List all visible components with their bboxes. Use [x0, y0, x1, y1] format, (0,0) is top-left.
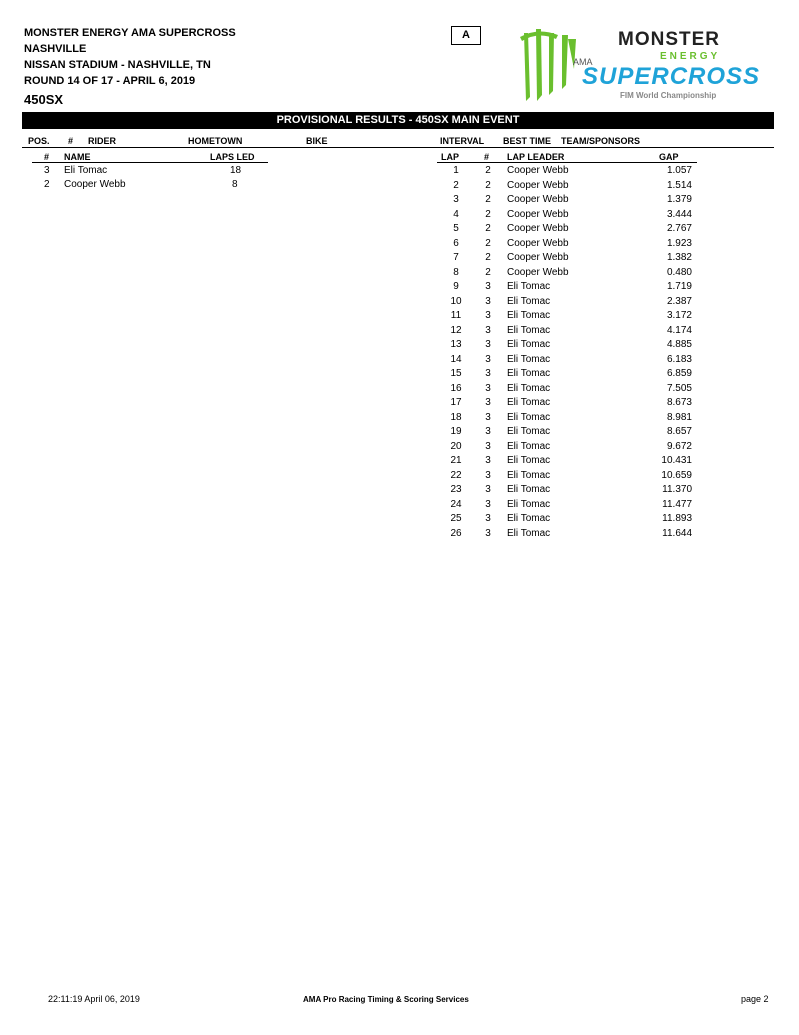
laps-led-row-count: 8 — [232, 179, 238, 190]
lap-rider-num: 2 — [485, 252, 491, 263]
lap-leader-row — [437, 469, 697, 484]
lap-gap: 0.480 — [666, 266, 692, 278]
lap-rider-num: 3 — [485, 411, 491, 423]
lap-leader-name: Eli Tomac — [507, 455, 551, 466]
lap-rider-num: 2 — [485, 208, 491, 220]
lap-leader-row — [437, 411, 697, 426]
lap-number: 26 — [450, 527, 462, 539]
lap-number: 20 — [450, 440, 462, 452]
lap-rider-num: 2 — [485, 266, 491, 278]
lap-leader-name: Eli Tomac — [507, 426, 551, 437]
lap-rider-num: 3 — [485, 397, 491, 408]
lap-rider-num: 3 — [485, 426, 491, 437]
laps-led-row-count: 18 — [230, 165, 242, 176]
lap-leader-row — [437, 425, 697, 440]
lap-rider-num: 3 — [485, 382, 491, 394]
col-rider: RIDER — [88, 136, 117, 146]
lap-leader-name: Eli Tomac — [507, 339, 551, 350]
logo-series-text: SUPERCROSS — [582, 63, 761, 90]
lap-gap: 10.659 — [661, 469, 692, 481]
laps-led-row-num: 3 — [44, 165, 50, 176]
lap-leader-name: Cooper Webb — [507, 165, 569, 176]
lap-leader-name: Eli Tomac — [507, 382, 551, 394]
lap-gap: 11.370 — [662, 484, 692, 495]
lap-gap: 7.505 — [666, 382, 692, 394]
lap-number: 5 — [453, 223, 459, 234]
lap-number: 9 — [453, 281, 459, 292]
laps-led-row-num: 2 — [44, 179, 50, 190]
lap-gap: 11.644 — [662, 527, 692, 539]
lap-rider-num: 3 — [485, 513, 491, 524]
lap-leader-name: Cooper Webb — [507, 208, 569, 220]
col-interval: INTERVAL — [440, 136, 485, 146]
col-pos: POS. — [28, 136, 50, 146]
lap-header: LAP — [441, 152, 459, 162]
laps-led-num-header: # — [44, 152, 50, 162]
lap-gap: 8.673 — [666, 397, 692, 408]
lap-gap: 1.382 — [666, 252, 692, 263]
lap-number: 22 — [450, 469, 462, 481]
lap-leader-name: Eli Tomac — [507, 310, 551, 321]
lap-leader-rule — [437, 162, 697, 163]
lap-leader-row — [437, 338, 697, 353]
lap-gap: 9.672 — [666, 440, 692, 452]
logo-ama-text: AMA — [573, 57, 593, 67]
lap-leader-row — [437, 353, 697, 368]
lap-leader-row — [437, 324, 697, 339]
lap-leader-name: Cooper Webb — [507, 252, 569, 263]
lap-num-header: # — [484, 152, 490, 162]
lap-leader-row — [437, 382, 697, 397]
lap-leader-row — [437, 527, 697, 542]
logo-tagline-text: FIM World Championship — [620, 91, 717, 100]
session-flag-box: A — [451, 26, 481, 45]
lap-rider-num: 3 — [485, 484, 491, 495]
header-rule — [22, 147, 774, 148]
lap-leader-name: Cooper Webb — [507, 237, 569, 249]
lap-number: 17 — [450, 397, 462, 408]
lap-leader-name: Cooper Webb — [507, 266, 569, 278]
lap-gap: 3.172 — [666, 310, 692, 321]
lap-leader-name: Eli Tomac — [507, 527, 551, 539]
lap-number: 3 — [453, 194, 459, 205]
lap-gap: 1.514 — [666, 179, 692, 191]
laps-led-count-header: LAPS LED — [210, 152, 255, 162]
laps-led-name-header: NAME — [64, 152, 91, 162]
lap-gap: 6.859 — [666, 368, 692, 379]
lap-leader-row — [437, 251, 697, 266]
lap-leader-name: Eli Tomac — [507, 368, 551, 379]
lap-leader-name: Eli Tomac — [507, 513, 551, 524]
lap-rider-num: 3 — [485, 324, 491, 336]
lap-leader-row — [437, 193, 697, 208]
lap-leader-row — [437, 309, 697, 324]
lap-number: 19 — [450, 426, 462, 437]
lap-gap: 4.174 — [666, 324, 692, 336]
lap-leader-row — [437, 483, 697, 498]
lap-number: 24 — [450, 498, 462, 510]
lap-number: 12 — [450, 324, 462, 336]
lap-leader-header: LAP LEADER — [507, 152, 565, 162]
lap-number: 23 — [450, 484, 462, 495]
lap-gap: 2.387 — [666, 295, 692, 307]
race-class: 450SX — [24, 92, 64, 107]
lap-leader-name: Eli Tomac — [507, 484, 551, 495]
lap-number: 18 — [450, 411, 462, 423]
lap-leader-row — [437, 266, 697, 281]
lap-leader-name: Eli Tomac — [507, 281, 551, 292]
lap-leader-row — [437, 208, 697, 223]
lap-number: 4 — [453, 208, 459, 220]
lap-number: 13 — [450, 339, 462, 350]
lap-leader-name: Eli Tomac — [507, 440, 551, 452]
col-team: TEAM/SPONSORS — [561, 136, 641, 146]
lap-number: 25 — [450, 513, 462, 524]
lap-leader-name: Cooper Webb — [507, 179, 569, 191]
lap-leader-row — [437, 440, 697, 455]
col-bike: BIKE — [306, 136, 328, 146]
lap-number: 16 — [450, 382, 462, 394]
laps-led-row-name: Cooper Webb — [64, 179, 126, 190]
lap-rider-num: 3 — [485, 353, 491, 365]
event-venue: NISSAN STADIUM - NASHVILLE, TN — [24, 59, 211, 71]
lap-leader-row — [437, 396, 697, 411]
footer-page: page 2 — [741, 994, 769, 1004]
lap-leader-name: Eli Tomac — [507, 469, 551, 481]
lap-gap-header: GAP — [659, 152, 679, 162]
lap-gap: 11.477 — [662, 498, 692, 510]
lap-leader-name: Eli Tomac — [507, 397, 551, 408]
lap-rider-num: 3 — [485, 469, 491, 481]
lap-rider-num: 3 — [485, 310, 491, 321]
lap-rider-num: 2 — [485, 223, 491, 234]
laps-led-rule — [32, 162, 268, 163]
lap-leader-name: Cooper Webb — [507, 223, 569, 234]
col-num: # — [68, 136, 74, 146]
lap-leader-row — [437, 280, 697, 295]
lap-leader-name: Eli Tomac — [507, 295, 551, 307]
col-hometown: HOMETOWN — [188, 136, 243, 146]
lap-gap: 4.885 — [666, 339, 692, 350]
lap-leader-name: Eli Tomac — [507, 353, 551, 365]
laps-led-row-name: Eli Tomac — [64, 165, 108, 176]
lap-rider-num: 2 — [485, 237, 491, 249]
lap-gap: 3.444 — [666, 208, 692, 220]
lap-gap: 10.431 — [661, 455, 692, 466]
lap-leader-row — [437, 164, 697, 179]
lap-leader-name: Eli Tomac — [507, 498, 551, 510]
lap-rider-num: 3 — [485, 339, 491, 350]
col-best-time: BEST TIME — [503, 136, 552, 146]
lap-rider-num: 3 — [485, 455, 491, 466]
lap-number: 14 — [450, 353, 462, 365]
lap-rider-num: 3 — [485, 498, 491, 510]
event-city: NASHVILLE — [24, 43, 87, 55]
lap-number: 21 — [450, 455, 462, 466]
lap-leader-name: Eli Tomac — [507, 324, 551, 336]
lap-leader-row — [437, 179, 697, 194]
event-round: ROUND 14 OF 17 - APRIL 6, 2019 — [24, 75, 196, 87]
lap-gap: 1.923 — [666, 237, 692, 249]
lap-leader-row — [437, 512, 697, 527]
logo-brand-text: MONSTER — [618, 29, 720, 50]
lap-leader-row — [437, 222, 697, 237]
logo-energy-text: ENERGY — [660, 51, 721, 62]
lap-leader-row — [437, 454, 697, 469]
lap-leader-row — [437, 498, 697, 513]
lap-leader-row — [437, 237, 697, 252]
lap-number: 11 — [450, 310, 462, 321]
event-title: MONSTER ENERGY AMA SUPERCROSS — [24, 27, 236, 39]
lap-rider-num: 3 — [485, 440, 491, 452]
lap-rider-num: 3 — [485, 295, 491, 307]
lap-number: 1 — [453, 165, 459, 176]
lap-leader-row — [437, 295, 697, 310]
lap-leader-table — [437, 164, 697, 541]
lap-gap: 11.893 — [662, 513, 692, 524]
lap-number: 6 — [453, 237, 459, 249]
lap-gap: 8.981 — [666, 411, 692, 423]
lap-rider-num: 3 — [485, 368, 491, 379]
results-banner: PROVISIONAL RESULTS - 450SX MAIN EVENT — [22, 112, 774, 129]
lap-number: 7 — [453, 252, 459, 263]
footer-timestamp: 22:11:19 April 06, 2019 — [48, 994, 140, 1004]
lap-gap: 1.719 — [666, 281, 692, 292]
lap-leader-name: Eli Tomac — [507, 411, 551, 423]
footer-service: AMA Pro Racing Timing & Scoring Services — [303, 995, 469, 1004]
lap-leader-row — [437, 367, 697, 382]
lap-gap: 8.657 — [666, 426, 692, 437]
lap-number: 8 — [453, 266, 459, 278]
lap-number: 15 — [450, 368, 462, 379]
lap-rider-num: 2 — [485, 179, 491, 191]
lap-number: 10 — [450, 295, 462, 307]
lap-rider-num: 2 — [485, 194, 491, 205]
lap-gap: 1.379 — [666, 194, 692, 205]
lap-rider-num: 3 — [485, 527, 491, 539]
lap-gap: 2.767 — [666, 223, 692, 234]
lap-number: 2 — [453, 179, 459, 191]
monster-supercross-logo — [518, 25, 774, 105]
lap-gap: 1.057 — [666, 165, 692, 176]
lap-rider-num: 3 — [485, 281, 491, 292]
lap-leader-name: Cooper Webb — [507, 194, 569, 205]
lap-gap: 6.183 — [666, 353, 692, 365]
lap-rider-num: 2 — [485, 165, 491, 176]
